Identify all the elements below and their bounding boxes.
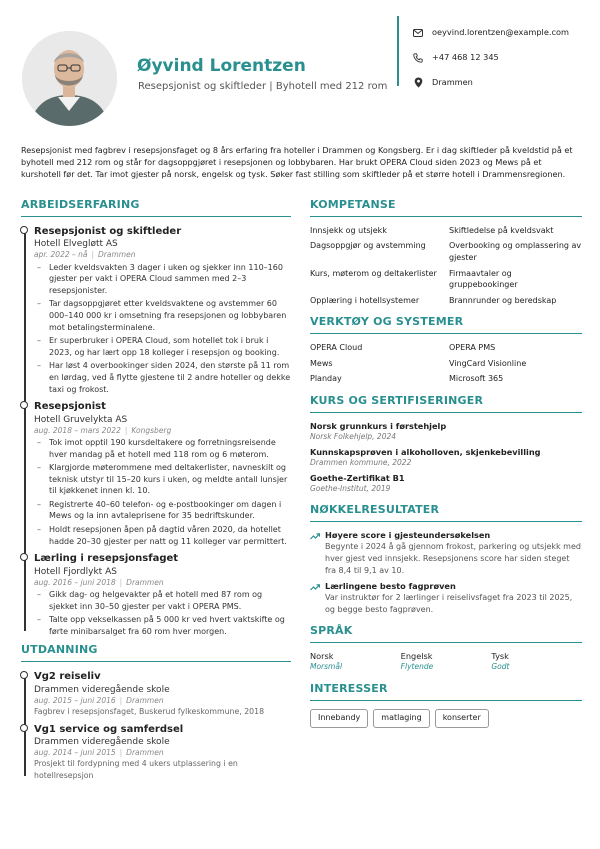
- contact-email[interactable]: oeyvind.lorentzen@example.com: [413, 20, 569, 45]
- job-title: Resepsjonist: [34, 401, 106, 413]
- job-meta: apr. 2022 – nå | Drammen: [34, 250, 136, 260]
- education-heading: UTDANNING: [21, 643, 291, 662]
- experience-heading: ARBEIDSERFARING: [21, 198, 291, 217]
- languages-list: [310, 651, 582, 672]
- skill-item: Overbooking og omplassering av gjester: [449, 241, 582, 263]
- timeline-dot: [20, 724, 28, 732]
- skills-heading: KOMPETANSE: [310, 198, 582, 217]
- certification-item: Kunnskapsprøven i alkoholloven, skjenkebevilling Drammen kommune, 2022: [310, 447, 541, 468]
- job-bullets: [34, 262, 291, 396]
- tool-item: OPERA PMS: [449, 343, 496, 353]
- language-item: Engelsk Flytende: [400, 651, 434, 672]
- job-bullets: [34, 589, 291, 637]
- interest-tag: matlaging: [373, 709, 429, 728]
- cv-header: [0, 0, 600, 140]
- job-meta: aug. 2018 – mars 2022 | Kongsberg: [34, 425, 172, 435]
- skill-item: Opplæring i hotellsystemer: [310, 295, 420, 305]
- tools-grid: [310, 342, 582, 385]
- phone-icon: [413, 53, 423, 63]
- header-divider: [397, 16, 399, 86]
- certification-item: Goethe-Zertifikat B1 Goethe-Institut, 2019: [310, 473, 405, 494]
- school-name: Drammen videregående skole: [34, 684, 170, 695]
- degree-title: Vg2 reiseliv: [34, 671, 101, 683]
- list-item: – Leder kveldsvakten 3 dager i uken og sjekker inn 110–160 gjester per vakt i OPERA Cloud sammen med 2–3 resepsjonister.: [34, 262, 291, 297]
- tools-heading: VERKTØY OG SYSTEMER: [310, 315, 582, 334]
- list-item: – Tar dagsoppgjøret etter kveldsvaktene og avstemmer 60 000–140 000 kr i omsetning fra resepsjonen og lobbybaren mot betalingsterminalene.: [34, 298, 291, 333]
- job-meta: aug. 2016 – juni 2018 | Drammen: [34, 577, 164, 587]
- trend-up-icon: [310, 531, 320, 541]
- skill-item: Dagsoppgjør og avstemming: [310, 241, 426, 251]
- skills-grid: [310, 225, 582, 307]
- languages-heading: SPRÅK: [310, 624, 582, 643]
- education-description: Prosjekt til fordypning med 4 ukers utplassering i en hotellresepsjon: [34, 759, 238, 781]
- list-item: – Gikk dag- og helgevakter på et hotell med 87 rom og sjekket inn 30–50 gjester per vakt i OPERA PMS.: [34, 589, 291, 612]
- timeline-dot: [20, 401, 28, 409]
- school-name: Drammen videregående skole: [34, 737, 170, 748]
- contact-phone[interactable]: +47 468 12 345: [413, 45, 569, 70]
- tool-item: Planday: [310, 374, 342, 384]
- education-entry: [34, 670, 291, 717]
- profile-summary: Resepsjonist med fagbrev i resepsjonsfaget og 8 års erfaring fra hoteller i Drammen og Kongsberg. Er i dag skiftleder på kveldstid på et byhotell med 212 rom og står for dagsoppgjøret i resepsjonen og lobbybaren. Har brukt OPERA Cloud siden 2023 og Mews på et kurshotell før det. Tar imot gjester på norsk, engelsk og tysk. Søker fast stilling som skiftleder på et større hotell i Drammensregionen.: [21, 145, 573, 180]
- mail-icon: [413, 28, 423, 38]
- experience-entry: [34, 552, 291, 637]
- skill-item: Innsjekk og utsjekk: [310, 225, 387, 235]
- tool-item: VingCard Visionline: [449, 358, 527, 368]
- list-item: – Holdt resepsjonen åpen på dagtid våren 2020, da hotellet hadde 20–30 gjester per natt og 11 kolleger var permittert.: [34, 524, 291, 547]
- contact-location: Drammen: [413, 70, 569, 95]
- list-item: – Er superbruker i OPERA Cloud, som hotellet tok i bruk i 2023, og har lært opp 18 kolleger i resepsjon og booking.: [34, 335, 291, 358]
- experience-entry: [34, 225, 291, 395]
- job-bullets: [34, 437, 291, 547]
- education-meta: aug. 2015 – juni 2016 | Drammen: [34, 695, 164, 705]
- list-item: – Har løst 4 overbookinger siden 2024, den største på 11 rom en lørdag, ved å flytte gjestene til 2 andre hoteller og dekke taxi og frokost.: [34, 360, 291, 395]
- employer: Hotell Elvegløtt AS: [34, 239, 118, 250]
- results-heading: NØKKELRESULTATER: [310, 503, 582, 522]
- employer: Hotell Gruvelykta AS: [34, 414, 128, 425]
- experience-entry: [34, 400, 291, 547]
- interests-heading: INTERESSER: [310, 682, 582, 701]
- skill-item: Kurs, møterom og deltakerlister: [310, 268, 437, 278]
- right-column: [310, 198, 582, 728]
- courses-heading: KURS OG SERTIFISERINGER: [310, 394, 582, 413]
- education-timeline: [21, 670, 291, 782]
- skill-item: Brannrunder og beredskap: [449, 295, 557, 305]
- skill-item: Firmaavtaler og gruppebookinger: [449, 268, 518, 290]
- language-item: Tysk Godt: [491, 651, 510, 672]
- timeline-dot: [20, 226, 28, 234]
- contact-list: [413, 20, 569, 95]
- interest-tag: konserter: [435, 709, 489, 728]
- tool-item: Microsoft 365: [449, 374, 504, 384]
- experience-timeline: [21, 225, 291, 638]
- profile-photo: [22, 31, 117, 126]
- job-title: Resepsjonist og skiftleder: [34, 225, 182, 237]
- interests-tags: [310, 709, 582, 728]
- list-item: – Talte opp vekselkassen på 5 000 kr ved hvert vaktskifte og førte minibarsalget fra 60 rom hver morgen.: [34, 614, 291, 637]
- interest-tag: Innebandy: [310, 709, 368, 728]
- result-item: Høyere score i gjesteundersøkelsen Begynte i 2024 å gå gjennom frokost, parkering og utsjekk med hver gjest ved innsjekk. Resepsjonens score har siden steget fra 8,4 til 9,1 av 10.: [310, 530, 582, 576]
- certification-item: Norsk grunnkurs i førstehjelp Norsk Folkehjelp, 2024: [310, 420, 447, 441]
- timeline-dot: [20, 553, 28, 561]
- education-entry: [34, 723, 291, 782]
- list-item: – Tok imot opptil 190 kursdeltakere og forretningsreisende hver mandag på et hotell med 118 rom og 6 møterom.: [34, 437, 291, 460]
- timeline-dot: [20, 671, 28, 679]
- skill-item: Skiftledelse på kveldsvakt: [449, 225, 554, 235]
- language-item: Norsk Morsmål: [310, 651, 343, 672]
- tool-item: Mews: [310, 358, 333, 368]
- degree-title: Vg1 service og samferdsel: [34, 723, 184, 735]
- list-item: – Registrerte 40–60 telefon- og e-postbookinger om dagen i Mews og la inn avtaleprisene for 35 bedriftskunder.: [34, 499, 291, 522]
- education-description: Fagbrev i resepsjonsfaget, Buskerud fylkeskommune, 2018: [34, 707, 265, 716]
- tool-item: OPERA Cloud: [310, 343, 363, 353]
- result-item: Lærlingene besto fagprøven Var instruktør for 2 lærlinger i reiselivsfaget fra 2023 til 2025, og begge besto fagprøven.: [310, 581, 582, 615]
- list-item: – Klargjorde møterommene med deltakerlister, navneskilt og teknisk utstyr til 15–20 kurs i uken, og meldte antall lunsjer til kjøkkenet innen kl. 10.: [34, 462, 291, 497]
- location-pin-icon: [413, 78, 423, 88]
- trend-up-icon: [310, 582, 320, 592]
- candidate-headline: Resepsjonist og skiftleder | Byhotell med 212 rom: [138, 81, 388, 92]
- job-title: Lærling i resepsjonsfaget: [34, 553, 179, 565]
- employer: Hotell Fjordlykt AS: [34, 566, 117, 577]
- candidate-name: Øyvind Lorentzen: [137, 56, 306, 76]
- left-column: [21, 198, 291, 787]
- education-meta: aug. 2014 – juni 2015 | Drammen: [34, 748, 164, 758]
